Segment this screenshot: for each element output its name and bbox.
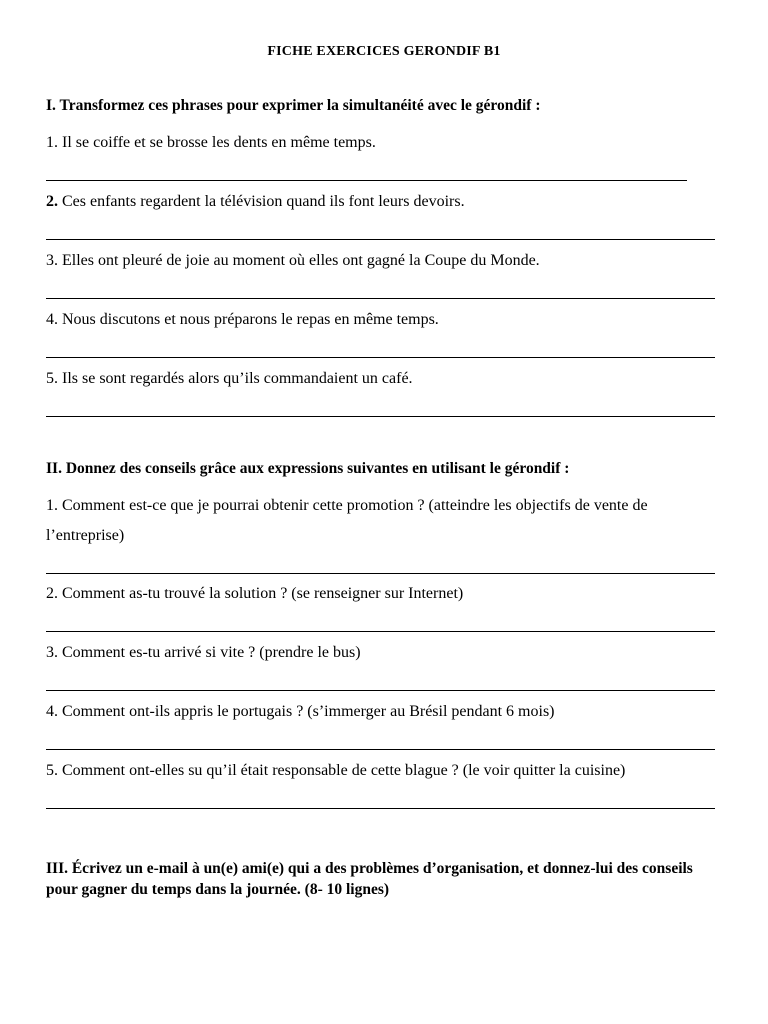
- question-text: Comment est-ce que je pourrai obtenir cette promotion ? (atteindre les objectifs de vente de l’entreprise): [46, 497, 648, 544]
- s1-question-5: [46, 364, 726, 394]
- question-text: Comment es-tu arrivé si vite ? (prendre le bus): [62, 644, 361, 661]
- question-number: 1.: [46, 134, 58, 151]
- s1-question-2: [46, 187, 726, 217]
- answer-line[interactable]: [46, 239, 715, 240]
- answer-line[interactable]: [46, 357, 715, 358]
- question-number: 3.: [46, 644, 58, 661]
- s1-question-3: [46, 246, 726, 276]
- answer-line[interactable]: [46, 749, 715, 750]
- question-number: 5.: [46, 762, 58, 779]
- answer-line[interactable]: [46, 690, 715, 691]
- question-number: 2.: [46, 585, 58, 602]
- s2-question-4: [46, 697, 726, 727]
- answer-line[interactable]: [46, 298, 715, 299]
- answer-line[interactable]: [46, 631, 715, 632]
- question-text: Comment ont-elles su qu’il était responsable de cette blague ? (le voir quitter la cuisine): [62, 762, 626, 779]
- answer-line[interactable]: [46, 573, 715, 574]
- question-number: 5.: [46, 370, 58, 387]
- s1-question-1: [46, 128, 726, 158]
- s2-question-1: [46, 491, 726, 551]
- question-number: 3.: [46, 252, 58, 269]
- section-3-heading: III. Écrivez un e-mail à un(e) ami(e) qui a des problèmes d’organisation, et donnez-lui des conseils pour gagner du temps dans la journée. (8- 10 lignes): [46, 860, 693, 898]
- question-text: Comment ont-ils appris le portugais ? (s’immerger au Brésil pendant 6 mois): [62, 703, 555, 720]
- question-number: 4.: [46, 703, 58, 720]
- question-text: Comment as-tu trouvé la solution ? (se renseigner sur Internet): [62, 585, 464, 602]
- s2-question-3: [46, 638, 726, 668]
- answer-line[interactable]: [46, 808, 715, 809]
- question-text: Ils se sont regardés alors qu’ils commandaient un café.: [62, 370, 413, 387]
- question-text: Elles ont pleuré de joie au moment où elles ont gagné la Coupe du Monde.: [62, 252, 540, 269]
- section-1-heading: I. Transformez ces phrases pour exprimer la simultanéité avec le gérondif :: [46, 97, 541, 114]
- question-text: Ces enfants regardent la télévision quand ils font leurs devoirs.: [62, 193, 465, 210]
- question-text: Nous discutons et nous préparons le repas en même temps.: [62, 311, 439, 328]
- s2-question-2: [46, 579, 726, 609]
- answer-line[interactable]: [46, 416, 715, 417]
- s2-question-5: [46, 756, 726, 786]
- section-2-heading: II. Donnez des conseils grâce aux expressions suivantes en utilisant le gérondif :: [46, 460, 570, 477]
- answer-line[interactable]: [46, 180, 687, 181]
- question-number: 2.: [46, 193, 58, 210]
- question-number: 4.: [46, 311, 58, 328]
- s1-question-4: [46, 305, 726, 335]
- worksheet-title: FICHE EXERCICES GERONDIF B1: [267, 44, 501, 59]
- question-text: Il se coiffe et se brosse les dents en même temps.: [62, 134, 376, 151]
- question-number: 1.: [46, 497, 58, 514]
